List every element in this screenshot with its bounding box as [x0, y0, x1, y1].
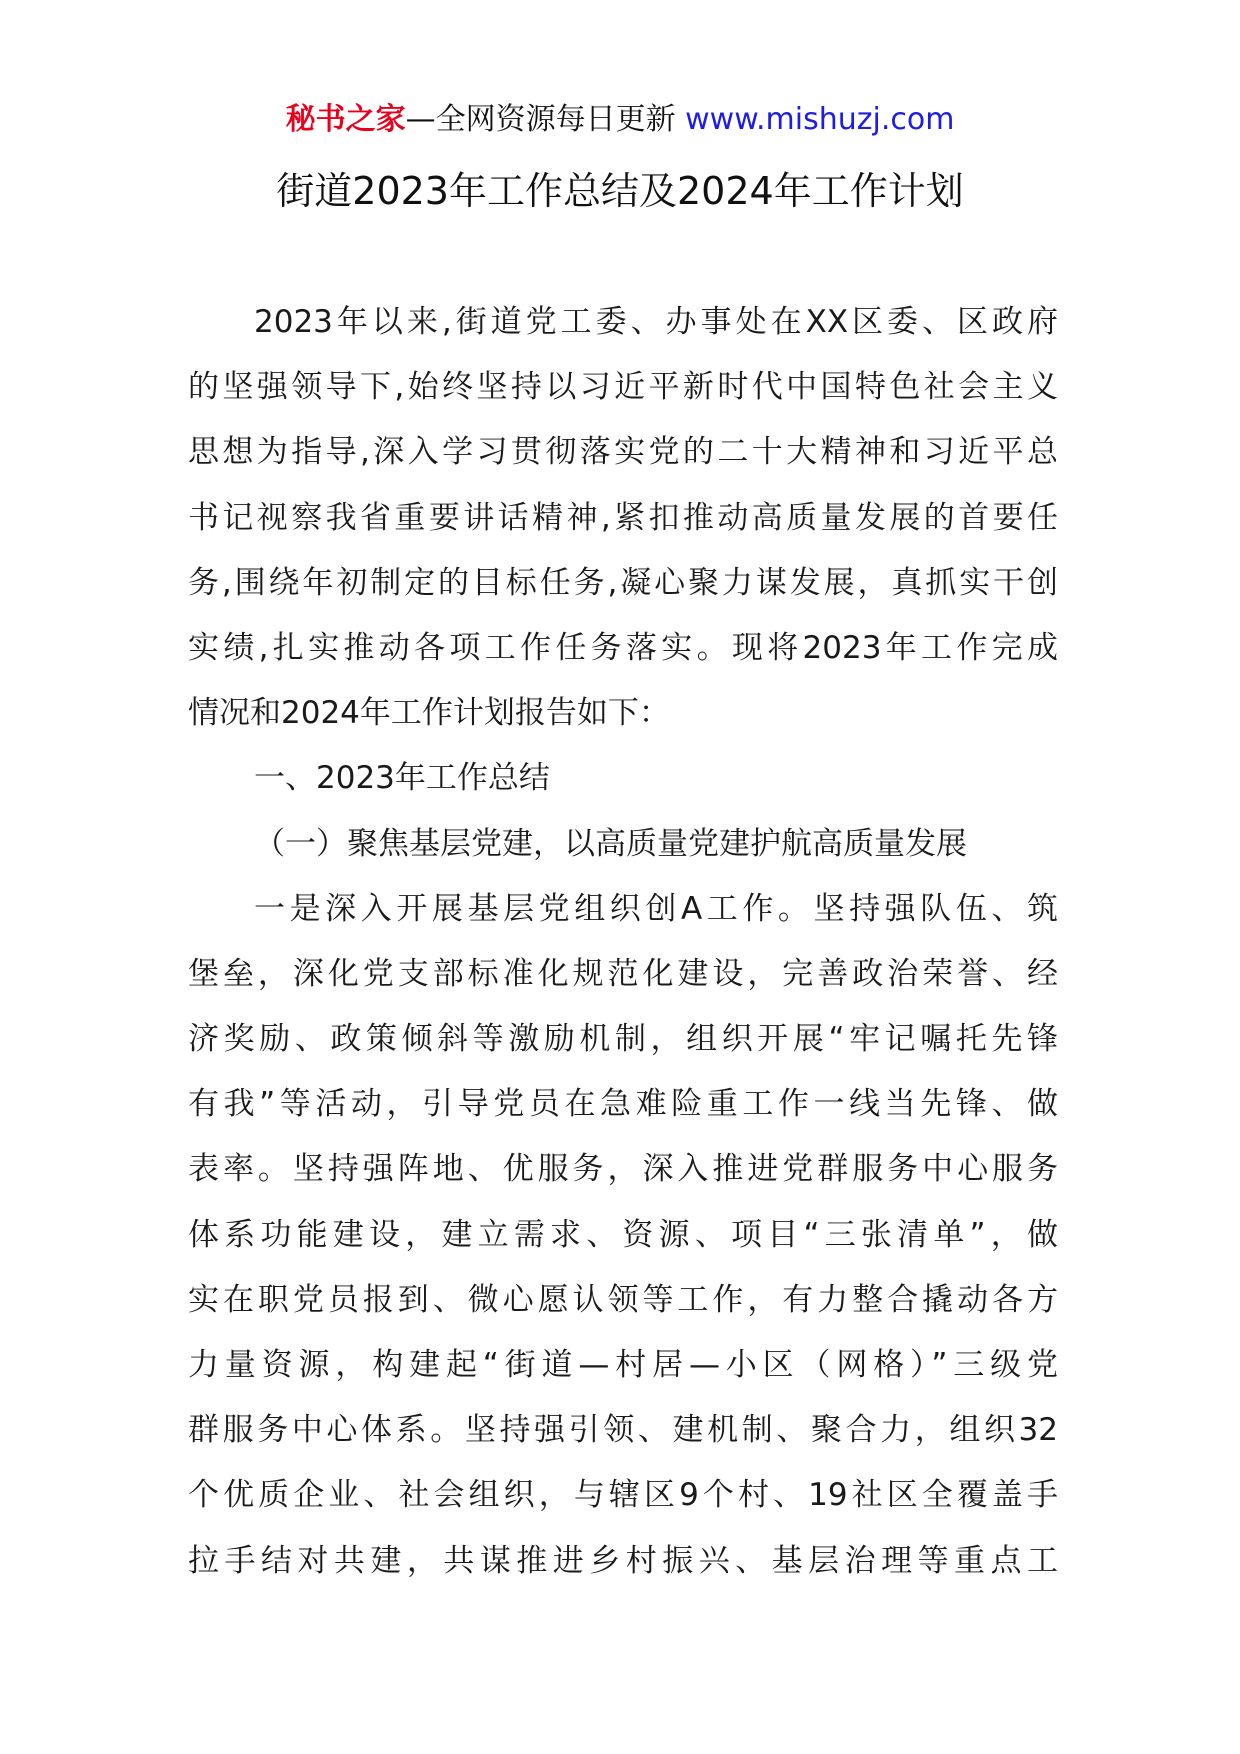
- paragraph-line: 实在职党员报到、微心愿认领等工作，有力整合撬动各方: [188, 1281, 1058, 1318]
- paragraph-line: 一是深入开展基层党组织创A工作。坚持强队伍、筑: [254, 890, 1058, 927]
- section-heading: 一、2023年工作总结: [254, 760, 550, 797]
- website-link[interactable]: www.mishuzj.com: [685, 102, 955, 137]
- document-body: [188, 290, 1058, 1594]
- paragraph-line: 2023年以来,街道党工委、办事处在XX区委、区政府: [254, 304, 1058, 340]
- paragraph-line: 有我”等活动，引导党员在急难险重工作一线当先锋、做: [188, 1086, 1058, 1123]
- paragraph-line: 务,围绕年初制定的目标任务,凝心聚力谋发展，真抓实干创: [188, 564, 1058, 601]
- paragraph-line: 济奖励、政策倾斜等激励机制，组织开展“牢记嘱托先锋: [188, 1021, 1058, 1058]
- brand-slogan: —全网资源每日更新: [405, 102, 676, 137]
- brand-name: 秘书之家: [285, 102, 406, 137]
- subsection-heading: （一）聚焦基层党建，以高质量党建护航高质量发展: [254, 825, 967, 862]
- paragraph-line: 实绩,扎实推动各项工作任务落实。现将2023年工作完成: [188, 629, 1058, 666]
- paragraph-line: 思想为指导,深入学习贯彻落实党的二十大精神和习近平总: [188, 434, 1058, 471]
- paragraph-line: 群服务中心体系。坚持强引领、建机制、聚合力，组织32: [188, 1412, 1058, 1449]
- document-title: 街道2023年工作总结及2024年工作计划: [276, 169, 964, 213]
- paragraph-line: 拉手结对共建，共谋推进乡村振兴、基层治理等重点工: [188, 1542, 1058, 1579]
- paragraph-line: 个优质企业、社会组织，与辖区9个村、19社区全覆盖手: [188, 1477, 1058, 1514]
- header-banner: [0, 100, 1240, 140]
- paragraph-line: 体系功能建设，建立需求、资源、项目“三张清单”，做: [188, 1216, 1058, 1253]
- paragraph-line: 书记视察我省重要讲话精神,紧扣推动高质量发展的首要任: [188, 499, 1058, 536]
- paragraph-line: 表率。坚持强阵地、优服务，深入推进党群服务中心服务: [188, 1151, 1058, 1188]
- paragraph-line: 堡垒，深化党支部标准化规范化建设，完善政治荣誉、经: [188, 955, 1058, 992]
- paragraph-line: 力量资源，构建起“街道—村居—小区（网格）”三级党: [188, 1347, 1058, 1383]
- paragraph-line: 情况和2024年工作计划报告如下：: [188, 695, 670, 732]
- paragraph-line: 的坚强领导下,始终坚持以习近平新时代中国特色社会主义: [188, 369, 1058, 406]
